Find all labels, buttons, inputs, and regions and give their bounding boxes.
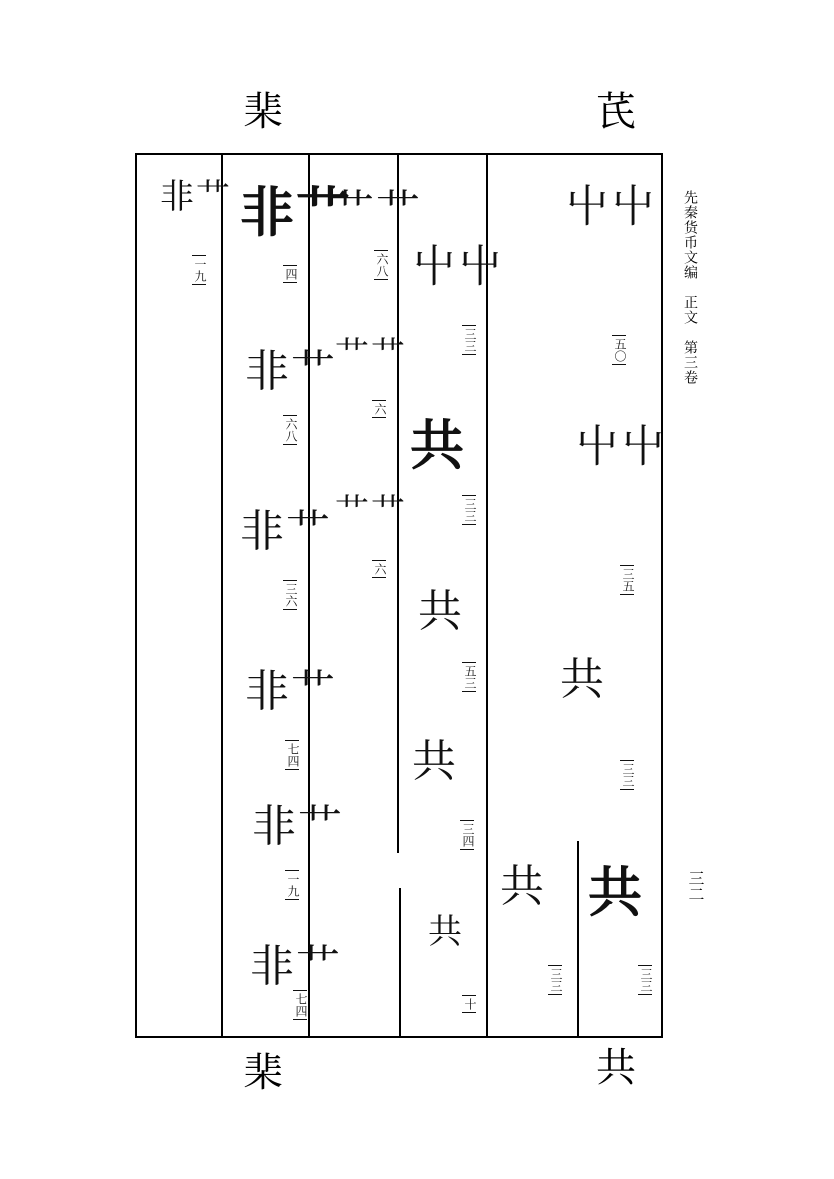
glyph-form: 屮屮: [565, 181, 657, 232]
heading-left-character: 棐: [243, 89, 283, 135]
source-number: 四: [283, 265, 297, 283]
source-number: 一九: [285, 870, 299, 900]
column-divider: [308, 153, 310, 1038]
source-number: 三五: [620, 565, 634, 595]
running-head: 先秦货币文编 正文 第三卷: [682, 190, 698, 385]
glyph-form: 共: [428, 912, 464, 952]
glyph-form: 艹艹: [335, 335, 407, 375]
glyph-form: 屮屮: [575, 421, 667, 472]
footer-right-character: 共: [596, 1045, 636, 1091]
source-number: 三三: [620, 760, 634, 790]
frame-right-rule: [661, 153, 663, 1038]
column-divider: [221, 153, 223, 1038]
source-number: 六八: [283, 415, 297, 445]
glyph-form: 非艹: [250, 941, 342, 992]
source-number: 三三: [462, 325, 476, 355]
glyph-form: 非艹: [160, 177, 232, 217]
glyph-form: 艹艹: [335, 492, 407, 532]
heading-right-character: 芪: [596, 89, 636, 135]
glyph-form: 非艹: [240, 180, 352, 244]
page-number: 三二: [686, 870, 705, 902]
source-number: 三六: [283, 580, 297, 610]
glyph-form: 艹艹: [330, 186, 422, 237]
glyph-form: 屮屮: [412, 241, 504, 292]
source-number: 一九: [192, 255, 206, 285]
column-subdivider: [577, 841, 579, 1038]
glyph-form: 非艹: [240, 506, 332, 557]
source-number: 七四: [285, 740, 299, 770]
source-number: 五〇: [612, 335, 626, 365]
glyph-form: 共: [588, 860, 644, 924]
glyph-table-frame: [135, 153, 663, 1038]
glyph-form: 共: [418, 586, 464, 637]
column-divider: [399, 888, 401, 1038]
source-number: 六八: [374, 250, 388, 280]
source-number: 十: [462, 995, 476, 1013]
glyph-form: 共: [500, 861, 546, 912]
frame-top-rule: [135, 153, 663, 155]
glyph-form: 非艹: [245, 346, 337, 397]
source-number: 三三: [638, 965, 652, 995]
source-number: 六: [372, 400, 386, 418]
glyph-form: 共: [412, 736, 458, 787]
source-number: 三四: [460, 820, 474, 850]
glyph-form: 非艹: [252, 801, 344, 852]
glyph-form: 共: [560, 654, 606, 705]
source-number: 七四: [293, 990, 307, 1020]
frame-left-rule: [135, 153, 137, 1038]
source-number: 三三: [462, 495, 476, 525]
source-number: 三三: [548, 965, 562, 995]
source-number: 五三: [462, 662, 476, 692]
footer-left-character: 棐: [243, 1050, 283, 1096]
glyph-form: 共: [410, 413, 466, 477]
source-number: 六: [372, 560, 386, 578]
glyph-form: 非艹: [245, 666, 337, 717]
